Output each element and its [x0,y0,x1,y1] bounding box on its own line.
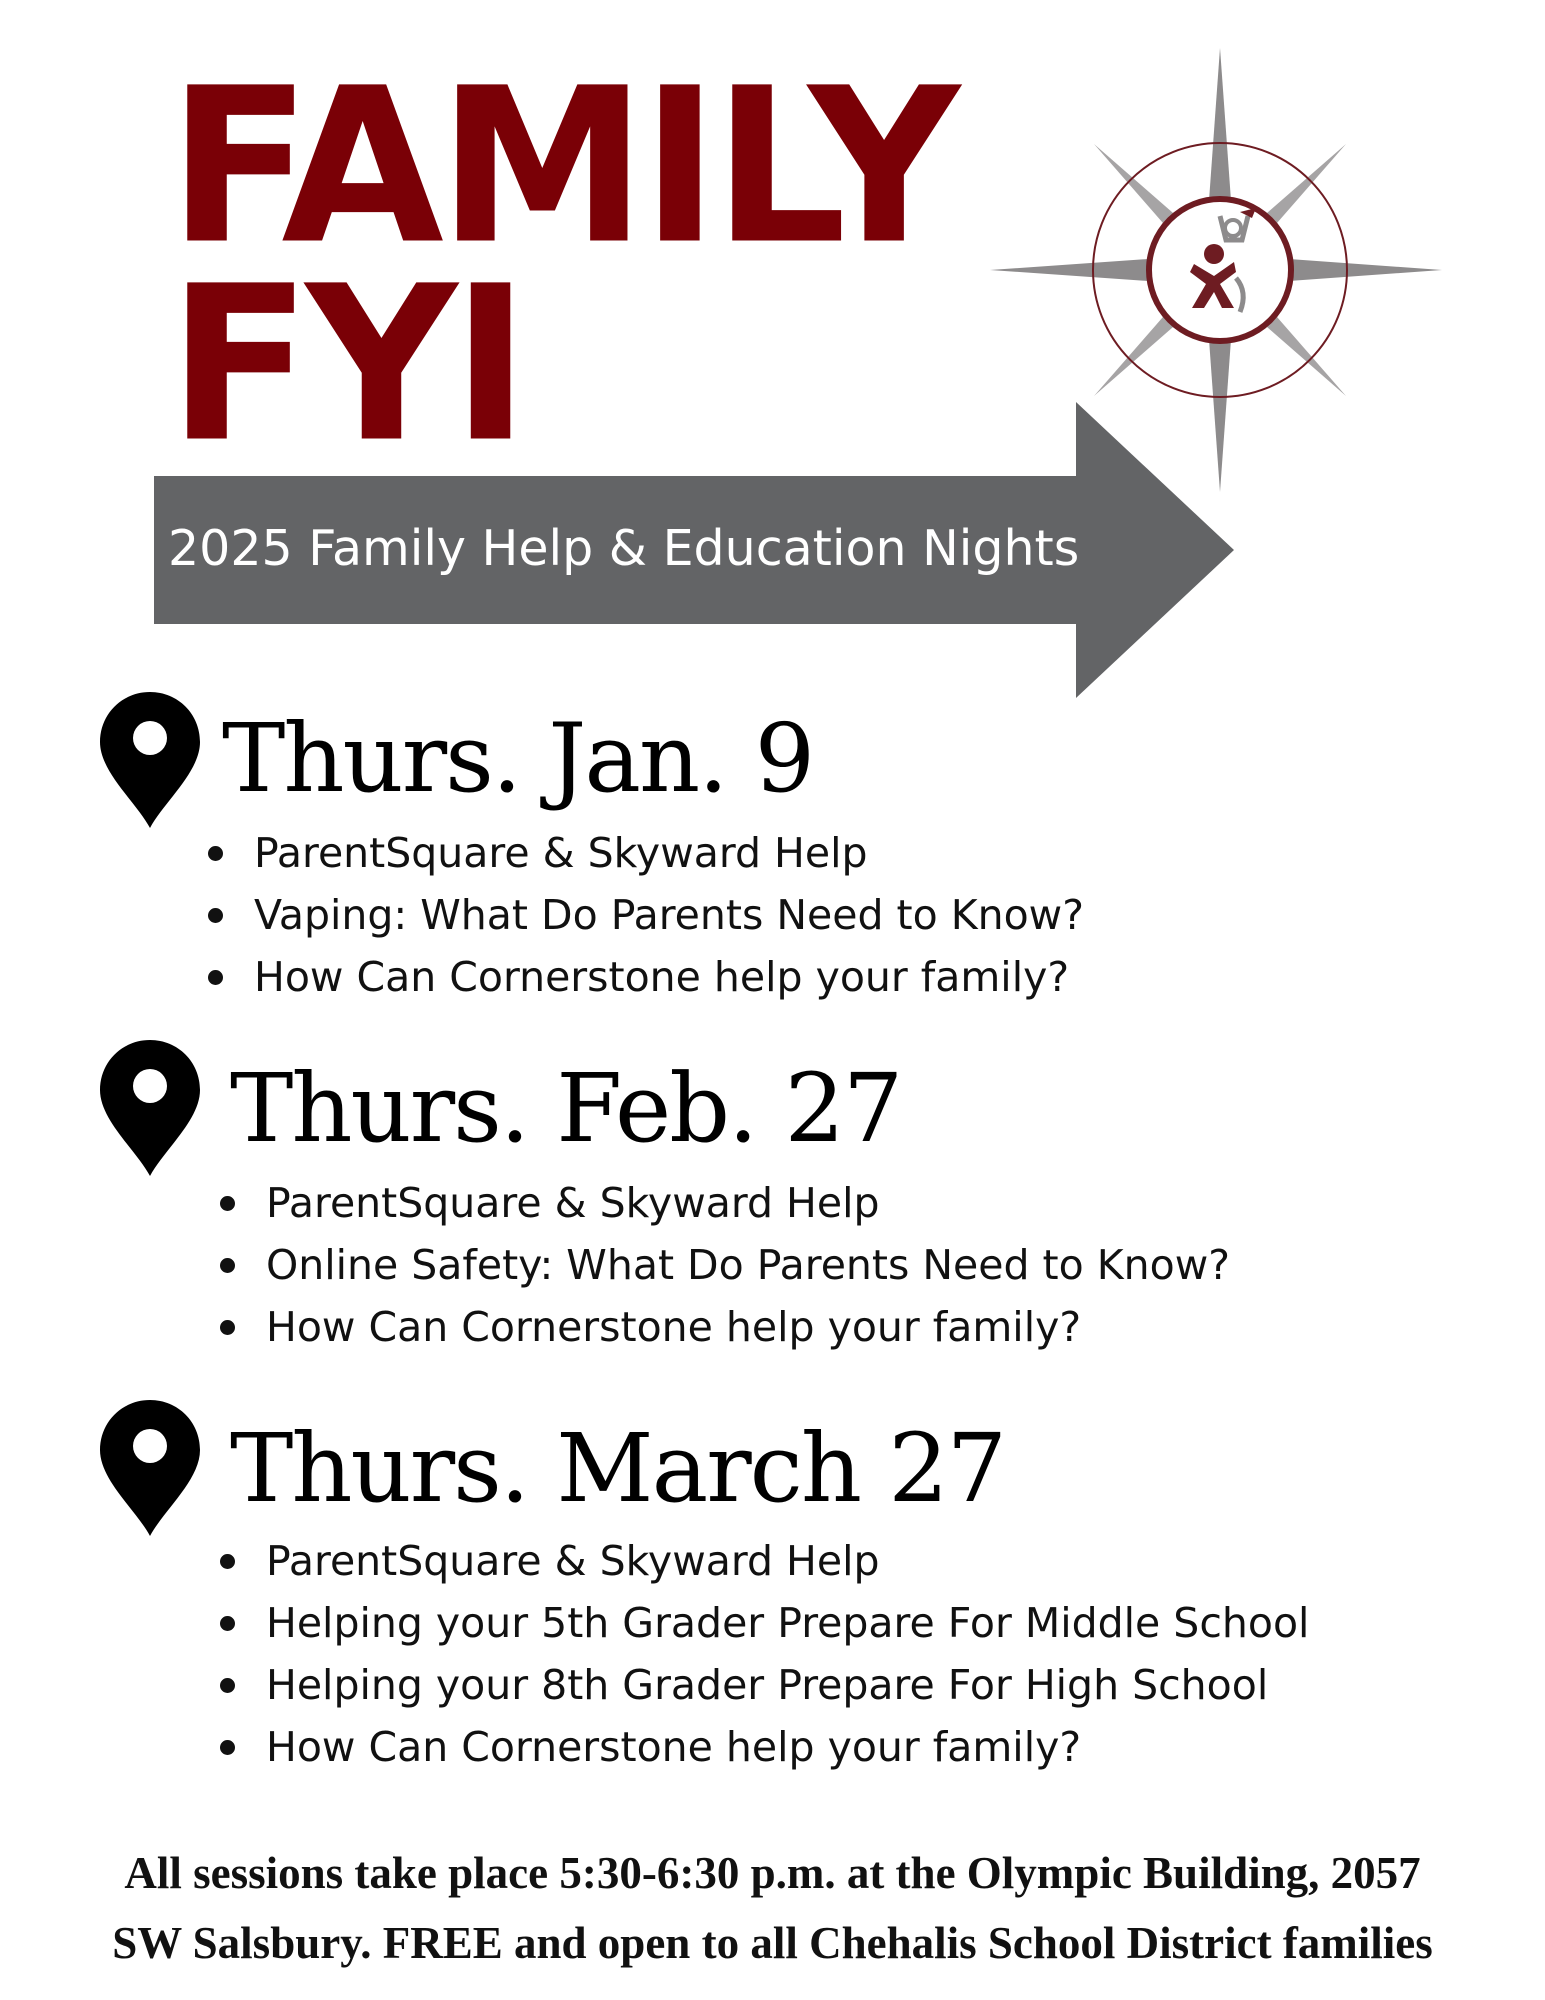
location-pin-icon [100,692,200,828]
banner-text: 2025 Family Help & Education Nights [168,520,1080,577]
bullet-icon [220,1740,235,1755]
title-family: FAMILY [168,41,955,292]
bullet-icon [220,1616,235,1631]
topic-text: Helping your 5th Grader Prepare For Middle School [266,1599,1310,1647]
list-item [220,1234,1230,1296]
footer-line-2: SW Salsbury. FREE and open to all Chehalis School District families [112,1918,1433,1968]
footer-note [0,1838,1545,1978]
list-item [208,946,1084,1008]
bullet-icon [220,1320,235,1335]
bullet-icon [220,1196,235,1211]
list-item [220,1172,1230,1234]
bullet-icon [208,846,223,861]
list-item [220,1530,1309,1592]
topic-text: How Can Cornerstone help your family? [254,953,1070,1001]
list-item [220,1654,1309,1716]
bullet-icon [208,908,223,923]
title-fyi: FYI [168,239,524,490]
topic-text: ParentSquare & Skyward Help [266,1179,880,1227]
location-pin-icon [100,1040,200,1176]
location-pin-icon [100,1400,200,1536]
bullet-icon [220,1678,235,1693]
topic-list [220,1172,1230,1358]
topic-text: Vaping: What Do Parents Need to Know? [254,891,1084,939]
topic-text: ParentSquare & Skyward Help [266,1537,880,1585]
topic-text: Helping your 8th Grader Prepare For High School [266,1661,1269,1709]
list-item [208,822,1084,884]
topic-text: How Can Cornerstone help your family? [266,1723,1082,1771]
event-date: Thurs. March 27 [230,1414,1006,1524]
topic-text: ParentSquare & Skyward Help [254,829,868,877]
list-item [220,1296,1230,1358]
topic-text: Online Safety: What Do Parents Need to Know? [266,1241,1231,1289]
topic-text: How Can Cornerstone help your family? [266,1303,1082,1351]
list-item [220,1716,1309,1778]
event-date: Thurs. Jan. 9 [222,704,814,814]
event-date: Thurs. Feb. 27 [230,1054,902,1164]
topic-list [220,1530,1309,1778]
bullet-icon [220,1554,235,1569]
list-item [220,1592,1309,1654]
footer-line-1: All sessions take place 5:30-6:30 p.m. at the Olympic Building, 2057 [124,1848,1421,1898]
topic-list [208,822,1084,1008]
bullet-icon [220,1258,235,1273]
list-item [208,884,1084,946]
bullet-icon [208,970,223,985]
